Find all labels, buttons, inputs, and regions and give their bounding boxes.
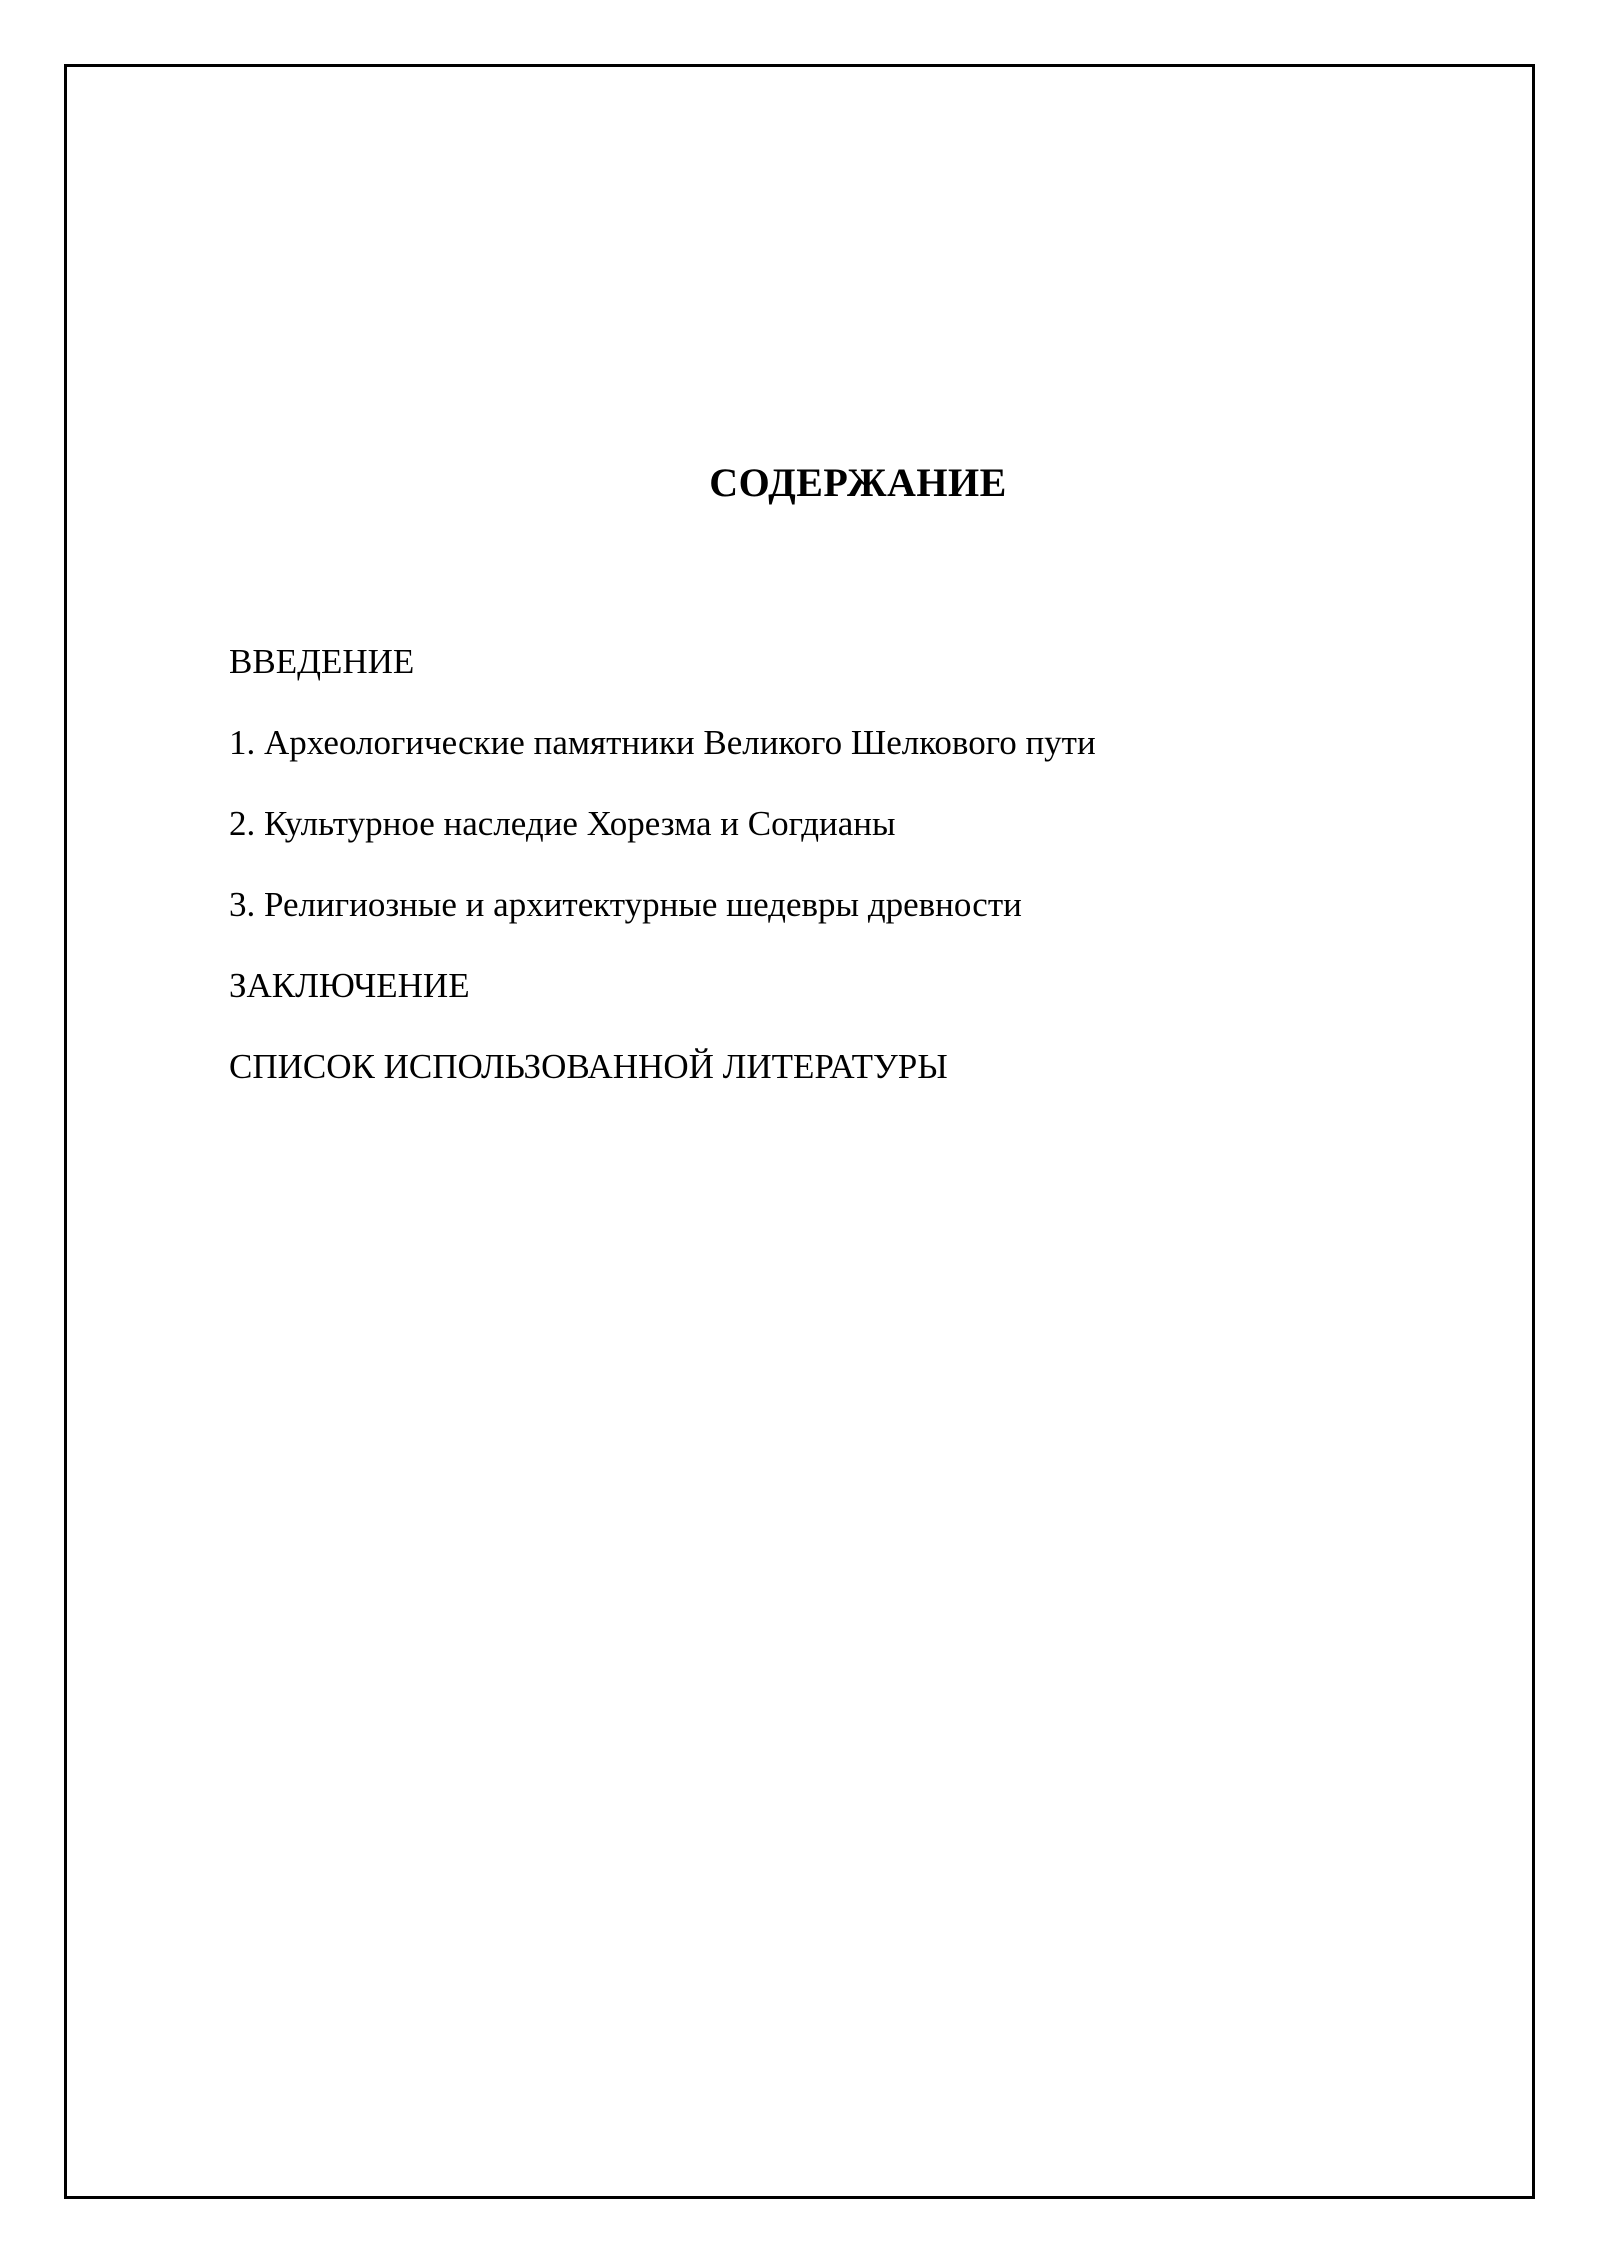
toc-item-chapter-2: 2. Культурное наследие Хорезма и Согдианы — [229, 804, 896, 843]
page-title: СОДЕРЖАНИЕ — [709, 460, 1007, 505]
toc-item-conclusion: ЗАКЛЮЧЕНИЕ — [229, 966, 470, 1005]
toc-item-introduction: ВВЕДЕНИЕ — [229, 642, 415, 681]
toc-item-references: СПИСОК ИСПОЛЬЗОВАННОЙ ЛИТЕРАТУРЫ — [229, 1047, 948, 1086]
toc-item-chapter-3: 3. Религиозные и архитектурные шедевры древности — [229, 885, 1022, 924]
page-border-frame — [64, 64, 1535, 2199]
toc-item-chapter-1: 1. Археологические памятники Великого Шелкового пути — [229, 723, 1096, 762]
table-of-contents — [229, 640, 1096, 1126]
